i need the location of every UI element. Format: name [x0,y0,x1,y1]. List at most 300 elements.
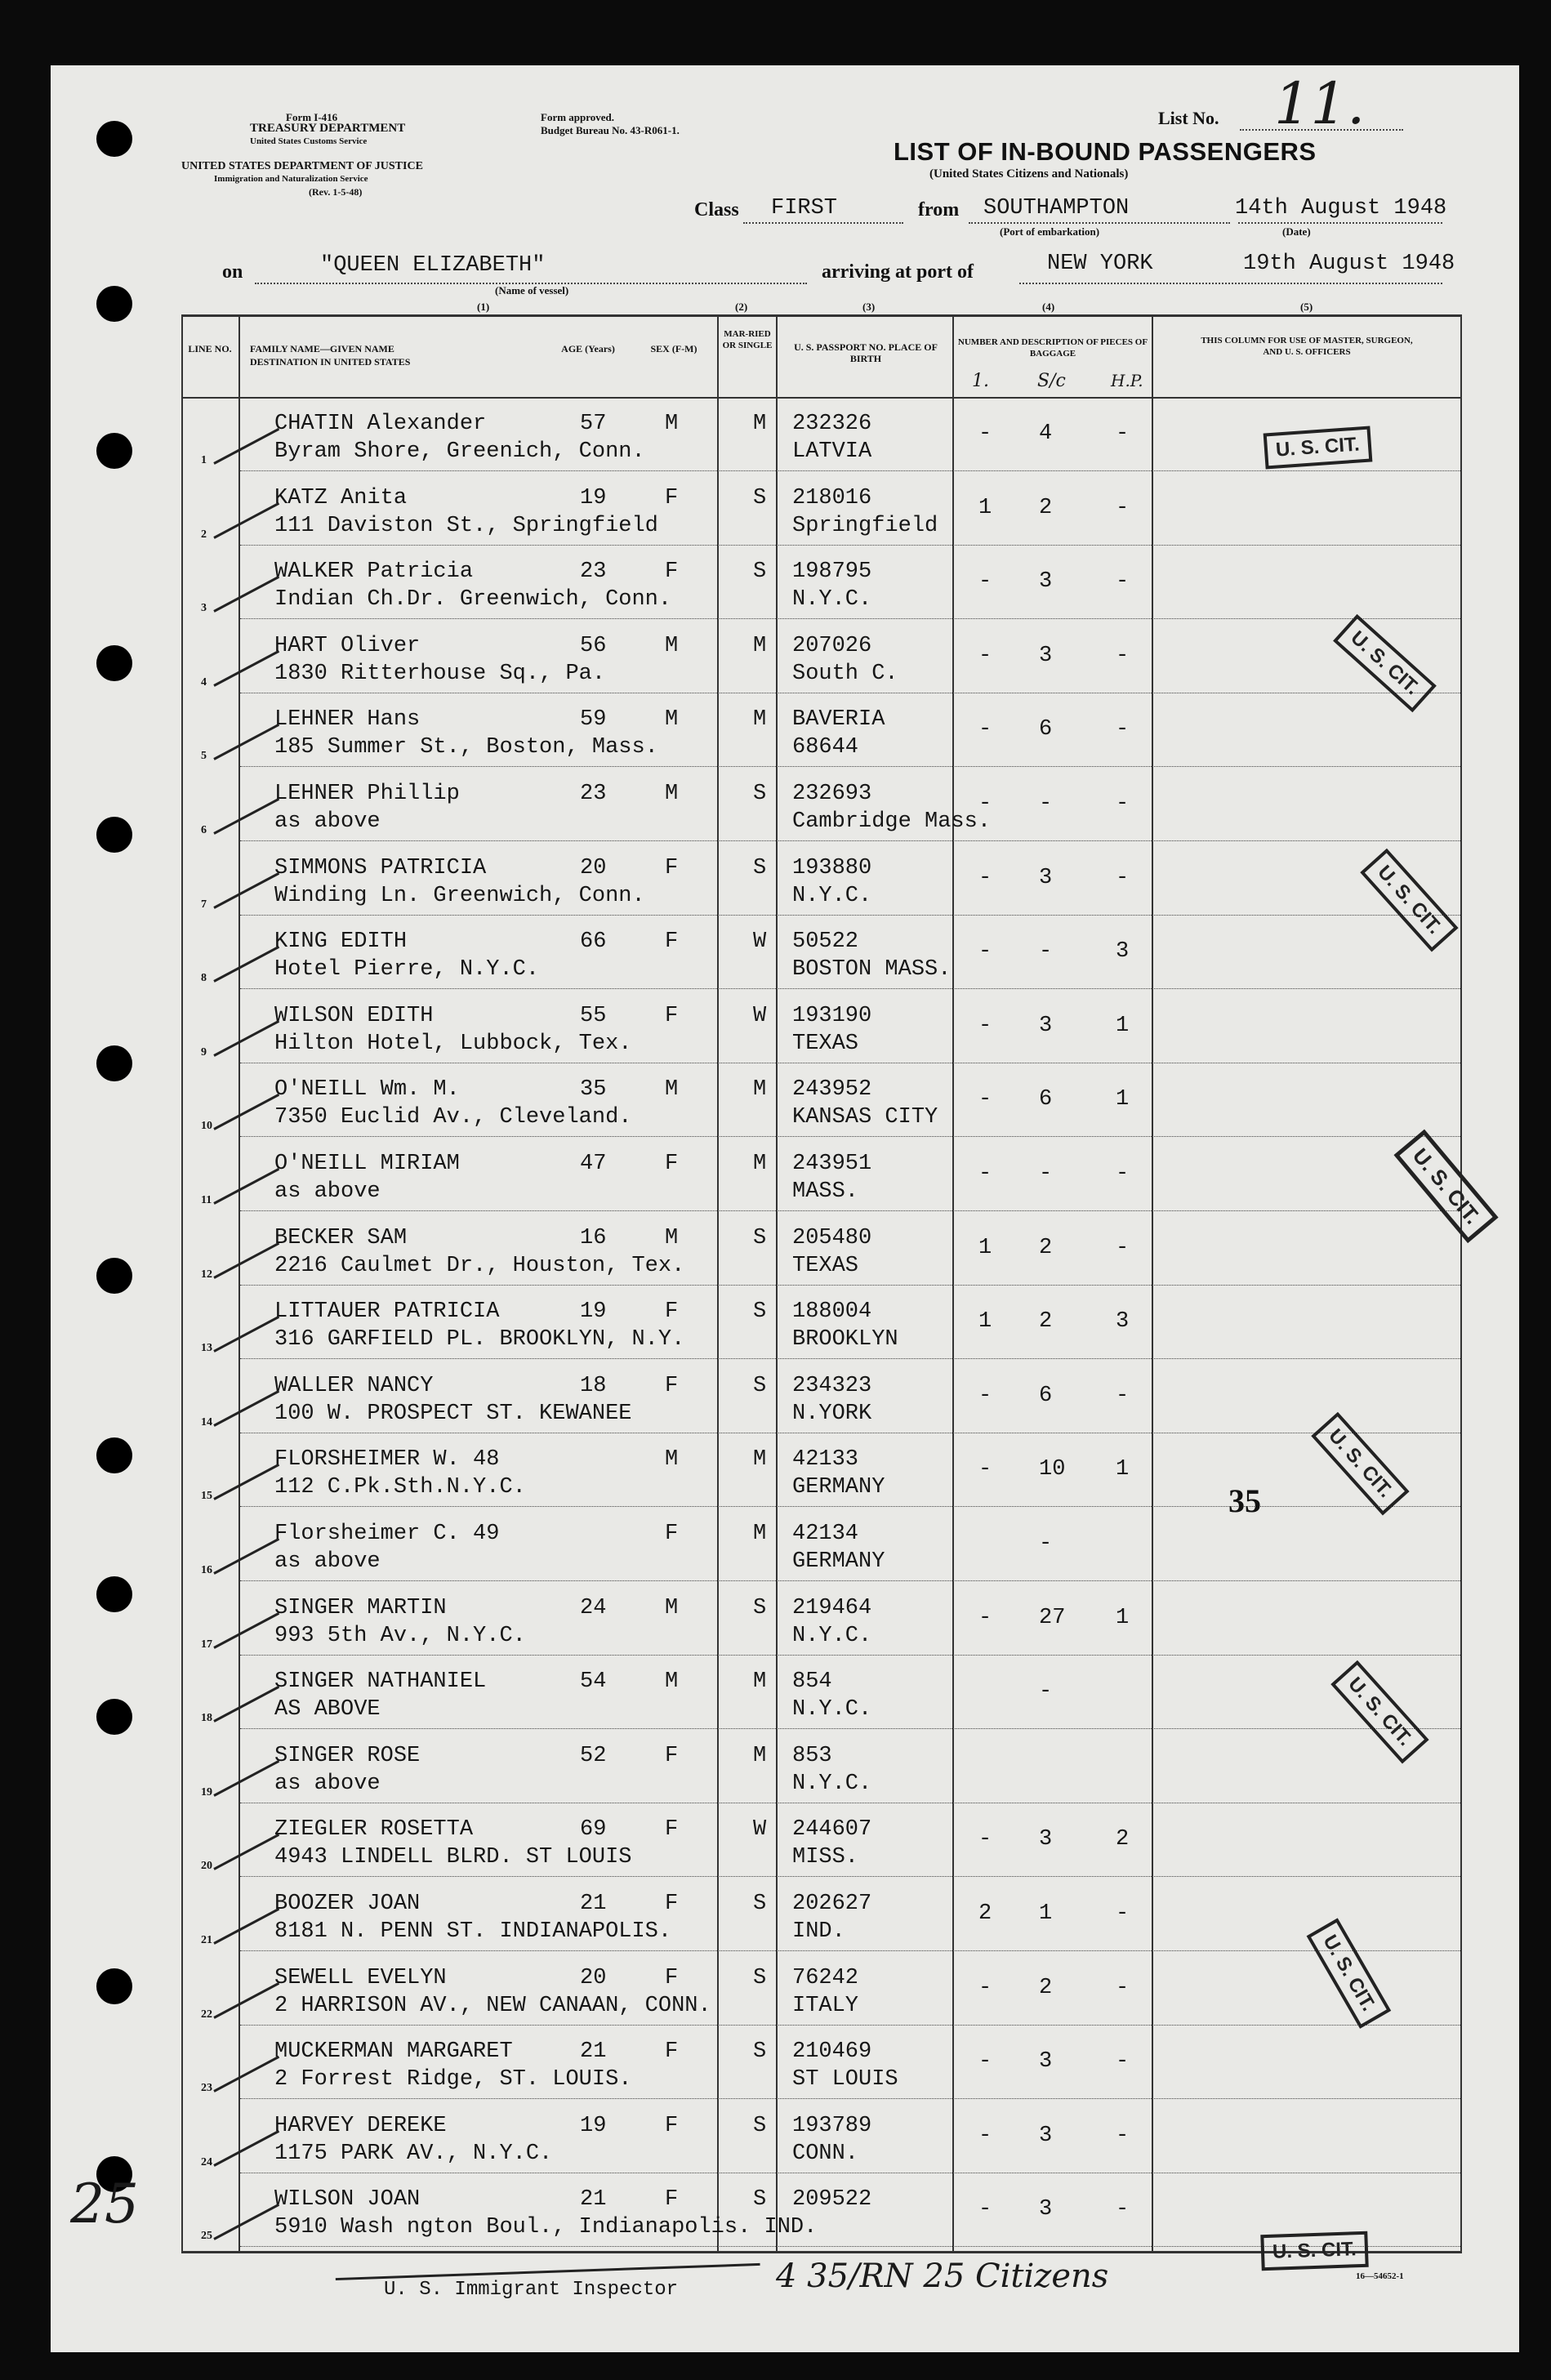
baggage-count-1: - [978,569,992,595]
passport-number: 202627 [792,1892,872,1916]
passport-number: 193190 [792,1003,872,1028]
table-top-border [181,314,1462,317]
line-number: 20 [201,1860,212,1873]
line-number: 7 [201,898,207,911]
passport-number: 209522 [792,2187,872,2213]
marital-status: M [753,1152,767,1176]
destination: 1175 PARK AV., N.Y.C. [274,2141,553,2166]
baggage-count-sc: 3 [1039,1013,1053,1038]
destination: Byram Shore, Greenich, Conn. [274,439,645,464]
citizens-note: 4 35/RN 25 Citizens [776,2257,1109,2295]
marital-status: S [753,1965,767,1990]
baggage-count-1: - [978,717,992,742]
baggage-count-sc: - [1039,791,1053,816]
baggage-count-1: 1 [978,495,992,520]
line-number: 1 [201,454,207,466]
date-underline [1238,222,1442,224]
passenger-sex: F [665,855,679,880]
passenger-sex: M [665,1595,679,1620]
form-number: Form I-416 [286,111,338,123]
row-separator [240,988,1460,989]
passenger-age: 66 [580,929,607,955]
passenger-age: 55 [580,1003,607,1028]
col-divider [181,314,183,2253]
passport-number: 232326 [792,412,872,436]
port-of-embarkation: SOUTHAMPTON [983,196,1130,221]
passenger-name: LEHNER Phillip [274,782,460,806]
passenger-age: 20 [580,1965,607,1990]
row-separator [240,618,1460,619]
list-no-value: 11. [1274,70,1366,137]
row-separator [240,1950,1460,1951]
passenger-name: SIMMONS PATRICIA [274,855,487,880]
departure-date: 14th August 1948 [1235,196,1447,221]
count-mark: 35 [1228,1482,1261,1519]
punch-hole [96,1437,132,1473]
punch-hole [96,1045,132,1081]
header-destination: DESTINATION IN UNITED STATES [250,356,411,368]
baggage-count-hp: - [1116,1901,1130,1926]
place-of-birth: N.YORK [792,1401,872,1426]
marital-status: S [753,1299,767,1325]
line-number: 9 [201,1045,207,1059]
place-of-birth: N.Y.C. [792,1697,872,1723]
place-of-birth: Cambridge Mass. [792,809,992,834]
baggage-count-hp: 1 [1116,1087,1130,1112]
passenger-age: 69 [580,1817,607,1843]
punch-hole [96,1699,132,1735]
punch-hole [96,121,132,157]
destination: 5910 Wash ngton Boul., Indianapolis. IND. [274,2215,818,2240]
baggage-count-sc: - [1039,1161,1053,1186]
passenger-age: 59 [580,707,607,733]
marital-status: M [753,707,767,733]
us-citizen-stamp: U. S. CIT. [1330,1660,1428,1764]
baggage-count-hp: 2 [1116,1827,1130,1852]
us-citizen-stamp: U. S. CIT. [1260,2231,1368,2271]
row-separator [240,1285,1460,1286]
line-number: 22 [201,2008,212,2021]
marital-status: S [753,1892,767,1916]
passenger-sex: F [665,1373,679,1398]
destination: 100 W. PROSPECT ST. KEWANEE [274,1401,632,1426]
passport-number: 42134 [792,1522,859,1546]
passenger-name: SINGER MARTIN [274,1595,447,1620]
class-value: FIRST [771,196,838,221]
passenger-sex: F [665,485,679,510]
place-of-birth: ITALY [792,1993,859,2018]
passport-number: 243952 [792,1077,872,1103]
marital-status: S [753,559,767,585]
row-separator [240,1358,1460,1359]
col-divider [238,314,240,2253]
baggage-count-sc: - [1039,939,1053,965]
passenger-name: SINGER NATHANIEL [274,1669,487,1695]
line-number: 21 [201,1934,212,1946]
passenger-sex: F [665,1152,679,1176]
passport-number: 193880 [792,855,872,880]
passenger-name: BOOZER JOAN [274,1892,421,1916]
marital-status: W [753,929,767,955]
marital-status: W [753,1003,767,1028]
passenger-sex: F [665,559,679,585]
baggage-count-sc: 6 [1039,1383,1053,1408]
destination: as above [274,1179,381,1204]
marital-status: M [753,412,767,436]
baggage-count-sc: 3 [1039,2049,1053,2075]
inspector-caption: U. S. Immigrant Inspector [384,2279,679,2301]
baggage-count-hp: - [1116,2123,1130,2148]
document-subtitle: (United States Citizens and Nationals) [929,167,1129,181]
line-number: 23 [201,2082,212,2095]
col-num-3: (3) [862,301,876,313]
header-bottom-border [181,397,1462,399]
punch-hole [96,1576,132,1612]
place-of-birth: BROOKLYN [792,1327,898,1353]
header-name: FAMILY NAME—GIVEN NAME [250,343,394,354]
date-caption: (Date) [1282,225,1311,238]
passport-number: 198795 [792,559,872,585]
line-number: 13 [201,1342,212,1355]
punch-hole [96,1258,132,1294]
place-of-birth: BOSTON MASS. [792,957,952,983]
passport-number: 207026 [792,633,872,658]
row-separator [240,1728,1460,1729]
passenger-sex: F [665,1299,679,1325]
justice-dept: UNITED STATES DEPARTMENT OF JUSTICE [181,160,423,172]
baggage-count-1: - [978,2197,992,2222]
document-title: LIST OF IN-BOUND PASSENGERS [894,137,1317,166]
baggage-count-hp: - [1116,1235,1130,1260]
passport-number: 244607 [792,1817,872,1843]
class-label: Class [694,199,739,221]
passenger-name: LITTAUER PATRICIA [274,1299,500,1325]
passenger-age: 18 [580,1373,607,1398]
header-line-no: LINE NO. [188,343,232,354]
destination: as above [274,1549,381,1574]
baggage-count-hp: - [1116,421,1130,446]
vessel-caption: (Name of vessel) [495,284,569,296]
us-citizen-stamp: U. S. CIT. [1307,1918,1391,2028]
passenger-age: 23 [580,559,607,585]
baggage-count-sc: 10 [1039,1457,1066,1482]
place-of-birth: GERMANY [792,1549,885,1574]
revision: (Rev. 1-5-48) [309,186,363,198]
destination: 1830 Ritterhouse Sq., Pa. [274,661,606,686]
punch-hole [96,286,132,322]
passport-number: 50522 [792,929,859,955]
passenger-age: 19 [580,1299,607,1325]
row-separator [240,1210,1460,1211]
row-separator [240,2025,1460,2026]
destination: Winding Ln. Greenwich, Conn. [274,883,645,908]
passenger-name: FLORSHEIMER W. 48 [274,1447,500,1473]
marital-status: S [753,2039,767,2065]
passenger-sex: F [665,2113,679,2138]
from-label: from [918,199,960,221]
passenger-sex: M [665,412,679,436]
passenger-sex: F [665,1892,679,1916]
marital-status: M [753,1522,767,1546]
row-separator [240,545,1460,546]
baggage-count-1: - [978,939,992,965]
col-divider [1460,314,1462,2253]
baggage-count-sc: 27 [1039,1605,1066,1630]
header-married: MAR-RIED OR SINGLE [722,329,773,350]
place-of-birth: CONN. [792,2141,859,2166]
baggage-count-1: - [978,1161,992,1186]
place-of-birth: LATVIA [792,439,872,464]
destination: 111 Daviston St., Springfield [274,513,658,538]
header-sex: SEX (F-M) [650,343,698,354]
line-number: 18 [201,1712,212,1725]
baggage-count-hp: 1 [1116,1457,1130,1482]
destination: 7350 Euclid Av., Cleveland. [274,1105,632,1130]
place-of-birth: MISS. [792,1845,859,1870]
passenger-name: KATZ Anita [274,485,408,510]
header-passport: U. S. PASSPORT NO. PLACE OF BIRTH [794,341,938,364]
row-separator [240,1580,1460,1581]
vessel-name: "QUEEN ELIZABETH" [320,253,546,278]
baggage-count-hp: 1 [1116,1013,1130,1038]
baggage-count-1: 1 [978,1309,992,1335]
passenger-age: 24 [580,1595,607,1620]
place-of-birth: N.Y.C. [792,1623,872,1648]
place-of-birth: TEXAS [792,1253,859,1278]
us-citizen-stamp: U. S. CIT. [1333,614,1437,712]
passenger-sex: F [665,1003,679,1028]
passenger-name: WALLER NANCY [274,1373,434,1398]
passenger-name: HARVEY DEREKE [274,2113,447,2138]
list-no-label: List No. [1158,108,1219,128]
destination: 8181 N. PENN ST. INDIANAPOLIS. [274,1919,672,1944]
passenger-sex: M [665,1447,679,1473]
col-divider [1152,314,1153,2253]
baggage-count-sc: - [1039,1531,1053,1556]
passport-number: 219464 [792,1595,872,1620]
form-approved: Form approved. [541,111,615,123]
place-of-birth: IND. [792,1919,845,1944]
punch-hole [96,1968,132,2004]
marital-status: S [753,855,767,880]
passenger-age: 21 [580,2039,607,2065]
passenger-name: ZIEGLER ROSETTA [274,1817,474,1843]
baggage-count-1: - [978,791,992,816]
marital-status: M [753,633,767,658]
us-citizen-stamp: U. S. CIT. [1264,426,1372,469]
baggage-count-sc: 1 [1039,1901,1053,1926]
baggage-count-hp: - [1116,495,1130,520]
marital-status: M [753,1447,767,1473]
passenger-sex: F [665,929,679,955]
row-separator [240,1655,1460,1656]
passport-number: 234323 [792,1373,872,1398]
passport-number: 853 [792,1743,832,1768]
place-of-birth: TEXAS [792,1031,859,1056]
place-of-birth: ST LOUIS [792,2067,898,2093]
baggage-count-1: - [978,1975,992,2000]
passenger-age: 19 [580,485,607,510]
passenger-age: 20 [580,855,607,880]
passenger-age: 19 [580,2113,607,2138]
baggage-count-hp: - [1116,2049,1130,2075]
baggage-count-sc: 3 [1039,865,1053,890]
line-number: 11 [201,1194,212,1206]
baggage-count-sc: 3 [1039,2123,1053,2148]
destination: 2216 Caulmet Dr., Houston, Tex. [274,1253,685,1278]
baggage-count-hp: - [1116,643,1130,668]
passport-number: 218016 [792,485,872,510]
passport-number: 854 [792,1669,832,1695]
passenger-sex: F [665,2039,679,2065]
arrival-port: NEW YORK [1047,252,1153,276]
baggage-count-sc: 3 [1039,569,1053,595]
us-citizen-stamp: U. S. CIT. [1360,849,1458,952]
destination: 2 HARRISON AV., NEW CANAAN, CONN. [274,1993,711,2018]
line-number: 16 [201,1564,212,1576]
passenger-sex: M [665,1669,679,1695]
baggage-sub-1: 1. [972,371,989,391]
passenger-age: 16 [580,1225,607,1250]
baggage-count-hp: - [1116,1975,1130,2000]
passenger-name: CHATIN Alexander [274,412,487,436]
passenger-sex: F [665,1743,679,1768]
baggage-count-hp: - [1116,717,1130,742]
line-number: 25 [201,2230,212,2243]
marital-status: M [753,1077,767,1103]
passenger-age: 52 [580,1743,607,1768]
passenger-name: WALKER Patricia [274,559,474,585]
baggage-count-sc: 4 [1039,421,1053,446]
passenger-name: HART Oliver [274,633,421,658]
baggage-count-1: 2 [978,1901,992,1926]
passport-number: 243951 [792,1152,872,1176]
marital-status: S [753,782,767,806]
col-divider [776,314,778,2253]
marital-status: S [753,1595,767,1620]
line-number: 17 [201,1638,212,1651]
passenger-sex: F [665,1965,679,1990]
baggage-count-hp: - [1116,791,1130,816]
passport-number: 188004 [792,1299,872,1325]
treasury-dept: TREASURY DEPARTMENT [250,122,406,135]
passport-number: 76242 [792,1965,859,1990]
passport-number: 205480 [792,1225,872,1250]
destination: 112 C.Pk.Sth.N.Y.C. [274,1475,526,1500]
marital-status: S [753,1373,767,1398]
passenger-name: LEHNER Hans [274,707,421,733]
passenger-name: KING EDITH [274,929,408,955]
marital-status: M [753,1743,767,1768]
marital-status: M [753,1669,767,1695]
col-divider [717,314,719,2253]
baggage-count-sc: 2 [1039,495,1053,520]
passenger-sex: F [665,1522,679,1546]
place-of-birth: Springfield [792,513,938,538]
baggage-count-1: - [978,2123,992,2148]
header-baggage: NUMBER AND DESCRIPTION OF PIECES OF BAGGAGE [957,337,1148,359]
passenger-name: MUCKERMAN MARGARET [274,2039,513,2065]
baggage-count-sc: 6 [1039,1087,1053,1112]
passenger-age: 56 [580,633,607,658]
col-num-2: (2) [735,301,748,313]
destination: 185 Summer St., Boston, Mass. [274,735,658,760]
baggage-count-hp: - [1116,865,1130,890]
line-number: 4 [201,675,207,689]
punch-hole [96,433,132,469]
place-of-birth: KANSAS CITY [792,1105,938,1130]
line-number: 19 [201,1785,212,1798]
destination: 993 5th Av., N.Y.C. [274,1623,526,1648]
punch-hole [96,645,132,681]
destination: 4943 LINDELL BLRD. ST LOUIS [274,1845,632,1870]
passport-number: 193789 [792,2113,872,2138]
baggage-count-1: - [978,1605,992,1630]
line-number: 8 [201,972,207,985]
baggage-sub-2: S/c [1037,371,1066,391]
row-separator [240,766,1460,767]
passenger-name: WILSON EDITH [274,1003,434,1028]
line-number: 3 [201,602,207,615]
baggage-count-hp: - [1116,569,1130,595]
passenger-name: WILSON JOAN [274,2187,421,2213]
passenger-name: O'NEILL MIRIAM [274,1152,460,1176]
row-separator [240,840,1460,841]
baggage-count-1: - [978,1087,992,1112]
place-of-birth: GERMANY [792,1475,885,1500]
line-number: 12 [201,1268,212,1281]
passenger-age: 54 [580,1669,607,1695]
baggage-count-1: - [978,1013,992,1038]
passenger-age: 57 [580,412,607,436]
baggage-count-hp: - [1116,2197,1130,2222]
col-num-4: (4) [1042,301,1055,313]
baggage-count-sc: 2 [1039,1309,1053,1335]
marital-status: S [753,2113,767,2138]
margin-number: 25 [70,2173,139,2235]
baggage-count-1: - [978,865,992,890]
line-number: 10 [201,1120,212,1133]
passenger-age: 35 [580,1077,607,1103]
marital-status: W [753,1817,767,1843]
passenger-name: SEWELL EVELYN [274,1965,447,1990]
baggage-count-sc: 2 [1039,1235,1053,1260]
destination: as above [274,809,381,834]
place-of-birth: N.Y.C. [792,1771,872,1796]
line-number: 15 [201,1490,212,1503]
line-number: 6 [201,824,207,836]
port-caption: (Port of embarkation) [1000,225,1100,238]
passenger-sex: M [665,707,679,733]
form-code: 16—54652-1 [1356,2271,1404,2281]
baggage-count-sc: 3 [1039,643,1053,668]
passenger-sex: M [665,782,679,806]
passenger-age: 21 [580,1892,607,1916]
passport-number: 42133 [792,1447,859,1473]
passenger-sex: F [665,2187,679,2213]
place-of-birth: N.Y.C. [792,883,872,908]
baggage-count-hp: 1 [1116,1605,1130,1630]
baggage-count-1: - [978,1383,992,1408]
col-divider [952,314,954,2253]
destination: AS ABOVE [274,1697,381,1723]
customs-service: United States Customs Service [250,136,368,146]
place-of-birth: 68644 [792,735,859,760]
baggage-count-hp: - [1116,1383,1130,1408]
baggage-count-sc: 6 [1039,717,1053,742]
passenger-age: 47 [580,1152,607,1176]
marital-status: S [753,1225,767,1250]
